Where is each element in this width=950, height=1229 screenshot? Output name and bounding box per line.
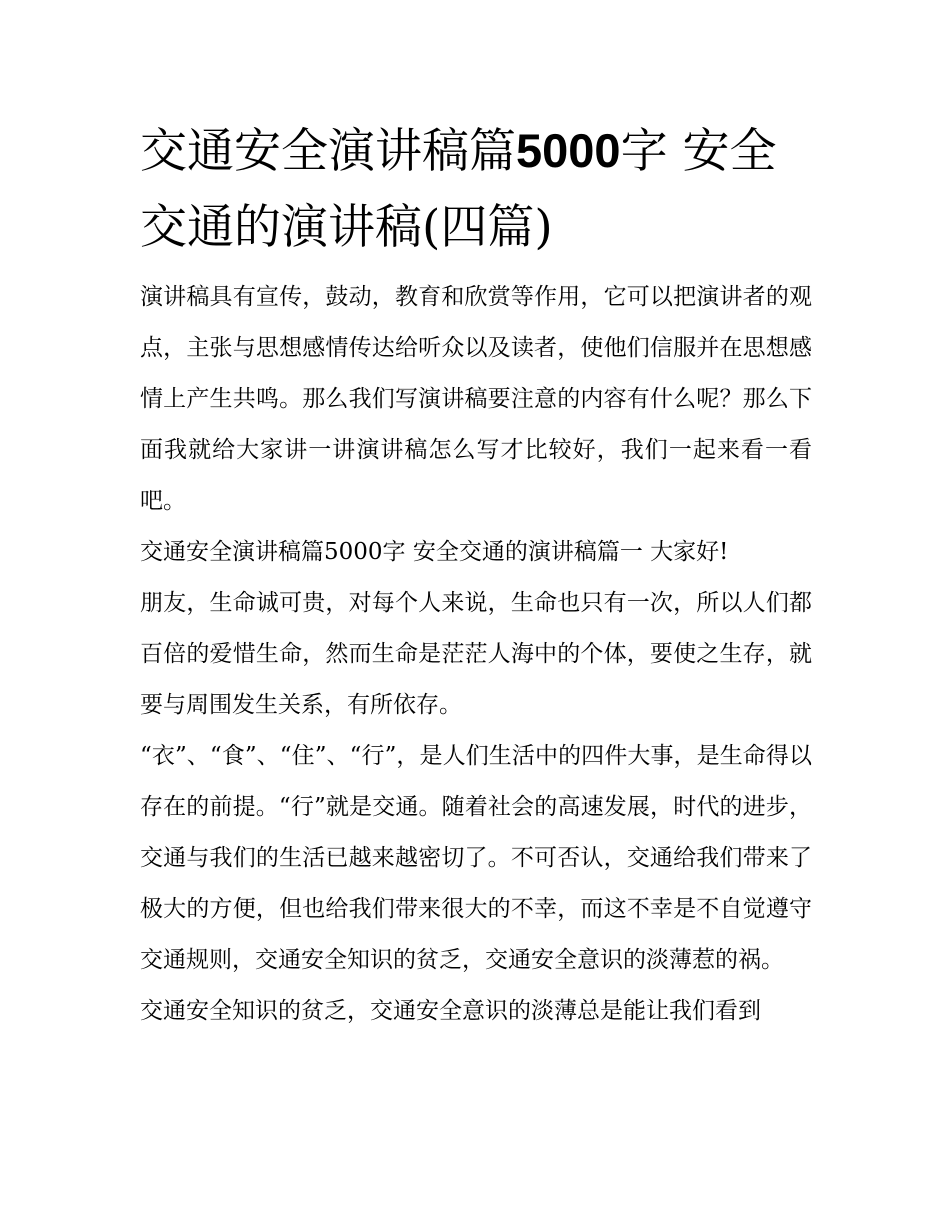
paragraph-life: 朋友，生命诚可贵，对每个人来说，生命也只有一次，所以人们都百倍的爱惜生命，然而生命是茫茫人海中的个体，要使之生存，就要与周围发生关系，有所依存。 [140, 590, 812, 718]
title-number: 5000 [516, 124, 621, 177]
paragraph-traffic: “衣”、“食”、“住”、“行”，是人们生活中的四件大事，是生命得以存在的前提。“行”就是交通。随着社会的高速发展，时代的进步，交通与我们的生活已越来越密切了。不可否认，交通给我们带来了极大的方便，但也给我们带来很大的不幸，而这不幸是不自觉遵守交通规则，交通安全知识的贫乏，交通安全意识的淡薄惹的祸。 [140, 743, 812, 973]
paragraph-knowledge: 交通安全知识的贫乏，交通安全意识的淡薄总是能让我们看到 [140, 998, 761, 1024]
document-body [140, 113, 812, 1037]
paragraph-section-heading: 交通安全演讲稿篇5000字 安全交通的演讲稿篇一 大家好! [140, 539, 729, 565]
paragraph-intro: 演讲稿具有宣传，鼓动，教育和欣赏等作用，它可以把演讲者的观点，主张与思想感情传达给听众以及读者，使他们信服并在思想感情上产生共鸣。那么我们写演讲稿要注意的内容有什么呢？那么下面我就给大家讲一讲演讲稿怎么写才比较好，我们一起来看一看吧。 [140, 284, 812, 514]
document-title: 交通安全演讲稿篇5000字 安全交通的演讲稿(四篇) [140, 124, 777, 255]
